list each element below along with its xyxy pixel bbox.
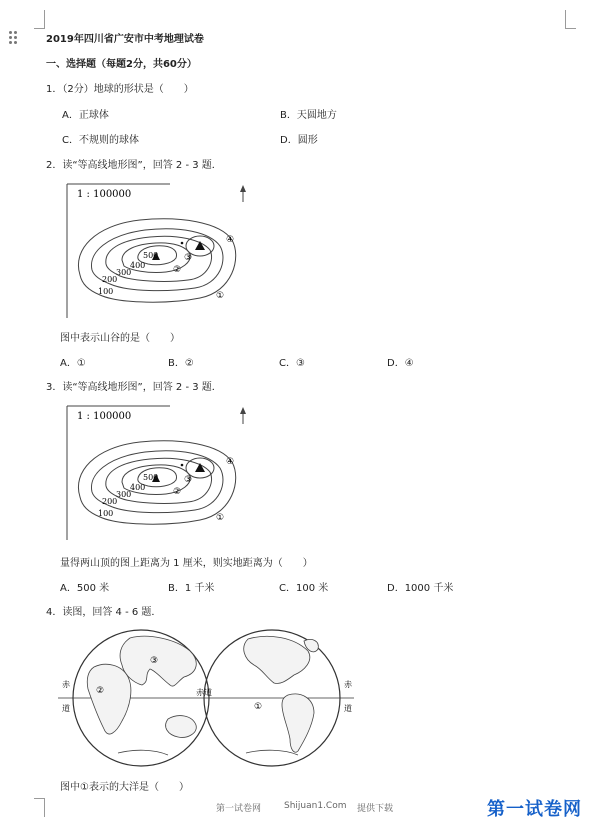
q1-option-a: A．正球体 bbox=[62, 110, 109, 121]
contour-map-figure bbox=[60, 402, 255, 542]
svg-text:②: ② bbox=[96, 686, 105, 696]
q3-stem: 3．读“等高线地形图”，回答 2 - 3 题． bbox=[46, 382, 222, 393]
footer-mid: Shijuan1.Com bbox=[284, 801, 347, 811]
world-hemispheres-figure bbox=[58, 625, 358, 770]
svg-text:400: 400 bbox=[130, 483, 146, 492]
svg-text:200: 200 bbox=[102, 275, 118, 284]
svg-text:100: 100 bbox=[98, 509, 114, 518]
svg-text:③: ③ bbox=[184, 475, 193, 485]
q3-option-a: A．500 米 bbox=[60, 583, 110, 594]
page-corner-mark bbox=[34, 798, 45, 817]
north-arrow-icon bbox=[240, 407, 246, 414]
svg-text:300: 300 bbox=[116, 490, 132, 499]
q3-option-b: B．1 千米 bbox=[168, 583, 215, 594]
q1-option-c: C．不规则的球体 bbox=[62, 135, 139, 146]
q2-option-c: C．③ bbox=[279, 358, 305, 369]
svg-text:400: 400 bbox=[130, 261, 146, 270]
svg-text:赤: 赤 bbox=[62, 680, 70, 689]
q2-option-d: D．④ bbox=[387, 358, 414, 369]
svg-text:道: 道 bbox=[62, 704, 70, 713]
footer-right: 提供下载 bbox=[357, 804, 394, 814]
q1-option-b: B．天圆地方 bbox=[280, 110, 337, 121]
q1-stem: 1．（2分）地球的形状是（ ） bbox=[46, 84, 194, 95]
svg-text:④: ④ bbox=[226, 457, 235, 467]
map-scale-label: 1 : 100000 bbox=[77, 189, 132, 200]
footer-left: 第一试卷网 bbox=[216, 804, 262, 814]
section-heading: 一、选择题（每题2分，共60分） bbox=[46, 59, 197, 70]
svg-text:③: ③ bbox=[150, 656, 159, 666]
svg-text:道: 道 bbox=[344, 704, 352, 713]
q2-option-b: B．② bbox=[168, 358, 194, 369]
map-scale-label: 1 : 100000 bbox=[77, 411, 132, 422]
svg-text:①: ① bbox=[216, 291, 225, 301]
svg-text:100: 100 bbox=[98, 287, 114, 296]
svg-text:②: ② bbox=[173, 265, 182, 275]
summit-icon bbox=[195, 463, 205, 472]
svg-text:赤道: 赤道 bbox=[196, 688, 212, 697]
svg-text:500: 500 bbox=[143, 251, 159, 260]
svg-text:③: ③ bbox=[184, 253, 193, 263]
q4-sub-question: 图中①表示的大洋是（ ） bbox=[60, 782, 189, 793]
svg-text:200: 200 bbox=[102, 497, 118, 506]
site-logo: 第一试卷网 bbox=[487, 799, 582, 820]
q3-sub-question: 量得两山顶的图上距离为 1 厘米，则实地距离为（ ） bbox=[60, 558, 313, 569]
summit-icon bbox=[195, 241, 205, 250]
doc-title: 2019年四川省广安市中考地理试卷 bbox=[46, 34, 204, 45]
svg-text:②: ② bbox=[173, 487, 182, 497]
svg-text:④: ④ bbox=[226, 235, 235, 245]
q2-stem: 2．读“等高线地形图”，回答 2 - 3 题． bbox=[46, 160, 222, 171]
page-corner-mark bbox=[34, 10, 45, 29]
q1-option-d: D．圆形 bbox=[280, 135, 318, 146]
q2-sub-question: 图中表示山谷的是（ ） bbox=[60, 333, 180, 344]
page-corner-mark bbox=[565, 10, 576, 29]
q3-option-d: D．1000 千米 bbox=[387, 583, 454, 594]
svg-text:赤: 赤 bbox=[344, 680, 352, 689]
q2-option-a: A．① bbox=[60, 358, 86, 369]
q3-option-c: C．100 米 bbox=[279, 583, 329, 594]
contour-map-figure bbox=[60, 180, 255, 320]
svg-text:300: 300 bbox=[116, 268, 132, 277]
q4-stem: 4．读图，回答 4 - 6 题． bbox=[46, 607, 162, 618]
svg-text:①: ① bbox=[216, 513, 225, 523]
north-arrow-icon bbox=[240, 185, 246, 192]
svg-text:500: 500 bbox=[143, 473, 159, 482]
svg-text:①: ① bbox=[254, 702, 263, 712]
